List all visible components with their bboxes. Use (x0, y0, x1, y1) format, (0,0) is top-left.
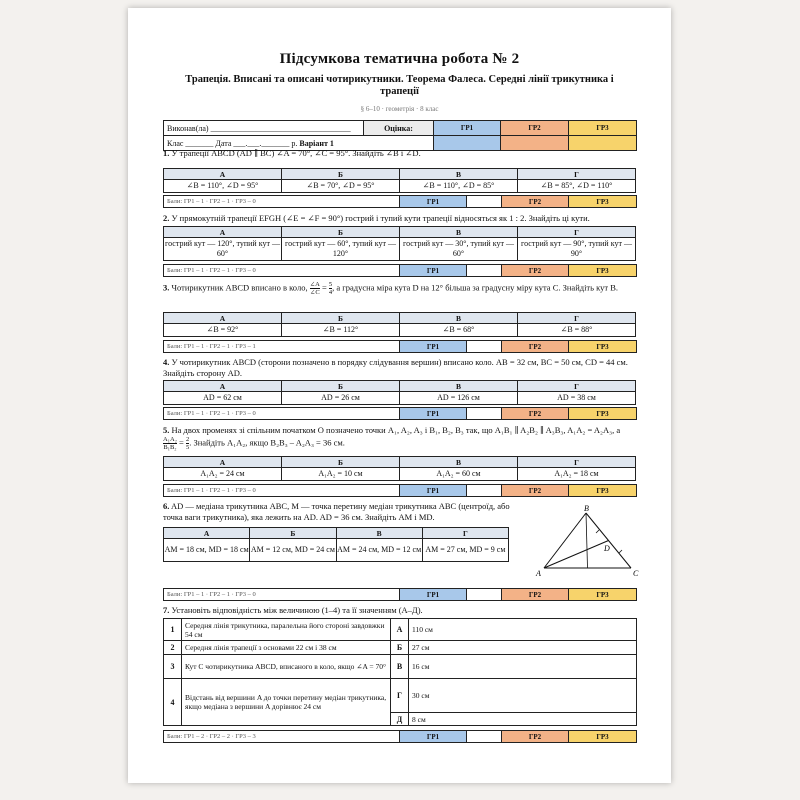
option-header: А (164, 381, 282, 392)
answer-option-c[interactable]: AM = 24 см, MD = 12 см (336, 539, 422, 562)
answer-option-d[interactable]: A₁A₂ = 18 см (518, 468, 636, 481)
question-body-cont: . Знайдіть A₁A₂, якщо B₂B₃ – A₂A₃ = 36 см. (189, 437, 345, 448)
median-ad (544, 541, 609, 569)
score-gr2[interactable]: ГР2 (502, 731, 569, 743)
question-1-score (163, 195, 637, 208)
worksheet-page (128, 8, 671, 783)
score-gr2[interactable]: ГР2 (502, 341, 569, 353)
answer-option-c[interactable]: A₁A₂ = 60 см (400, 468, 518, 481)
score-gr1[interactable]: ГР1 (400, 196, 467, 208)
executed-field[interactable]: Виконав(ла) ___________________________________ (164, 121, 364, 136)
vertex-label-c: C (633, 569, 639, 578)
option-header: Б (282, 313, 400, 324)
matching-table (163, 618, 637, 726)
score-gr1[interactable]: ГР1 (400, 485, 467, 497)
option-header: Б (282, 381, 400, 392)
answer-option-c[interactable]: ∠B = 68° (400, 324, 518, 337)
score-label: Бали: ГР1 – 2 · ГР2 – 2 · ГР3 – 3 (164, 731, 364, 743)
question-number: 7. (163, 605, 170, 615)
score-label: Бали: ГР1 – 1 · ГР2 – 1 · ГР3 – 0 (164, 265, 364, 277)
class-date-label: Клас _______ Дата ___.___._______ р. (167, 138, 298, 148)
answer-option-b[interactable]: AD = 26 см (282, 392, 400, 405)
score-label: Бали: ГР1 – 1 · ГР2 – 1 · ГР3 – 0 (164, 196, 364, 208)
answer-option-c[interactable]: ∠B = 110°, ∠D = 85° (400, 180, 518, 193)
tick-mark (619, 550, 622, 553)
answer-option-b[interactable]: AM = 12 см, MD = 24 см (250, 539, 336, 562)
score-gr2[interactable]: ГР2 (502, 485, 569, 497)
question-number: 6. (163, 501, 170, 511)
match-left-item: Відстань від вершини A до точки перетину медіан трикутника, якщо медіана з вершини A дорівнює 24 см (182, 679, 391, 726)
grade-gr3-header: ГР3 (569, 121, 637, 136)
score-label: Бали: ГР1 – 1 · ГР2 – 1 · ГР3 – 0 (164, 408, 364, 420)
question-body: У трапеції ABCD (AD ∥ BC) ∠A = 70°, ∠C = 95°. Знайдіть ∠B і ∠D. (171, 148, 421, 158)
question-4-score (163, 407, 637, 420)
match-left-item: Середня лінія трапеції з основами 22 см і 38 см (182, 641, 391, 655)
score-gr1[interactable]: ГР1 (400, 408, 467, 420)
answer-option-a[interactable]: AD = 62 см (164, 392, 282, 405)
match-left-num: 3 (164, 655, 182, 679)
score-gr3[interactable]: ГР3 (569, 731, 637, 743)
answer-option-b[interactable]: ∠B = 112° (282, 324, 400, 337)
match-left-item: Середня лінія трикутника, паралельна його стороні завдовжки 54 см (182, 619, 391, 641)
option-header: А (164, 169, 282, 180)
question-3-score (163, 340, 637, 353)
question-body: У прямокутній трапеції EFGH (∠E = ∠F = 90°) гострий і тупий кути трапеції відносяться як 1 : 2. Знайдіть ці кути. (171, 213, 590, 223)
page-meta: § 6–10 · геометрія · 8 клас (360, 105, 439, 113)
option-header: Б (282, 457, 400, 468)
grade-gr2-header: ГР2 (501, 121, 569, 136)
variant-label: Варіант 1 (299, 138, 334, 148)
score-gr2[interactable]: ГР2 (502, 196, 569, 208)
question-body: Чотирикутник ABCD вписано в коло, (171, 282, 308, 293)
match-right-value[interactable]: 30 см (409, 679, 637, 713)
answer-option-a[interactable]: ∠B = 110°, ∠D = 95° (164, 180, 282, 193)
score-gr2[interactable]: ГР2 (502, 265, 569, 277)
ratio-value-fraction: $\frac{5}{4}$ (328, 281, 333, 296)
match-left-num: 2 (164, 641, 182, 655)
question-1-answers (163, 168, 636, 193)
answer-option-c[interactable]: AD = 126 см (400, 392, 518, 405)
question-body: У чотирикутник ABCD (сторони позначено в порядку слідування вершин) вписано коло. AB = 32 см, BC = 50 см, CD = 44 см. Знайдіть сторону AD. (163, 357, 628, 378)
option-header: Г (518, 457, 636, 468)
match-right-letter: Г (391, 679, 409, 713)
question-6-score (163, 588, 637, 601)
question-5-answers (163, 456, 636, 481)
question-5-score (163, 484, 637, 497)
option-header: Г (422, 528, 508, 539)
grade-label: Оцінка: (364, 121, 434, 136)
question-body-cont: , а градусна міра кута D на 12° більша за градусну міру кута C. Знайдіть кут B. (332, 282, 619, 293)
option-header: Г (518, 169, 636, 180)
question-number: 5. (163, 425, 170, 435)
score-gr2[interactable]: ГР2 (502, 408, 569, 420)
option-header: В (400, 381, 518, 392)
question-number: 3. (163, 282, 170, 293)
match-right-value[interactable]: 27 см (409, 641, 637, 655)
score-gr3[interactable]: ГР3 (569, 341, 637, 353)
option-header: Б (282, 227, 400, 238)
question-1-text (163, 148, 636, 159)
option-header: В (336, 528, 422, 539)
question-body: На двох променях зі спільним початком O позначено точки A₁, A₂, A₃ і B₁, B₂, B₃ так, що A₁B₁ ∥ A₂B₂ ∥ A₃B₃, A₁A₂ = A₂A₃, а (171, 425, 621, 435)
median-from-b (586, 513, 588, 568)
answer-option-b[interactable]: A₁A₂ = 10 см (282, 468, 400, 481)
answer-option-d[interactable]: AD = 38 см (518, 392, 636, 405)
score-gr1[interactable]: ГР1 (400, 265, 467, 277)
score-gr3[interactable]: ГР3 (569, 485, 637, 497)
angle-ratio-fraction: $\frac{\angle A}{\angle C}$ (309, 281, 320, 296)
answer-option-a[interactable]: AM = 18 см, MD = 18 см (164, 539, 250, 562)
match-right-value[interactable]: 8 см (409, 713, 637, 726)
ratio-value-fraction: $\frac{2}{5}$ (185, 436, 190, 451)
option-header: Б (282, 169, 400, 180)
page-title: Підсумкова тематична робота № 2 (279, 51, 520, 67)
answer-option-b[interactable]: гострий кут — 60°, тупий кут — 120° (282, 238, 400, 261)
match-right-letter: В (391, 655, 409, 679)
student-info-table (163, 120, 637, 151)
option-header: Г (518, 381, 636, 392)
score-gr3[interactable]: ГР3 (569, 408, 637, 420)
answer-option-d[interactable]: ∠B = 88° (518, 324, 636, 337)
triangle-median-diagram (526, 502, 651, 582)
score-gr2[interactable]: ГР2 (502, 589, 569, 601)
score-gr3[interactable]: ГР3 (569, 589, 637, 601)
question-number: 2. (163, 213, 170, 223)
question-2-text (163, 213, 636, 224)
question-6-answers (163, 527, 509, 562)
grade-gr1-header: ГР1 (434, 121, 501, 136)
match-left-item: Кут C чотирикутника ABCD, вписаного в коло, якщо ∠A = 70° (182, 655, 391, 679)
vertex-label-d: D (604, 544, 610, 553)
option-header: А (164, 528, 250, 539)
score-gr1[interactable]: ГР1 (400, 589, 467, 601)
score-gr1[interactable]: ГР1 (400, 341, 467, 353)
question-4-answers (163, 380, 636, 405)
question-7-score (163, 730, 637, 743)
tick-mark (596, 530, 599, 533)
answer-option-d[interactable]: гострий кут — 90°, тупий кут — 90° (518, 238, 636, 261)
question-4-text (163, 357, 636, 379)
match-right-letter: А (391, 619, 409, 641)
option-header: Б (250, 528, 336, 539)
score-gr1[interactable]: ГР1 (400, 731, 467, 743)
segment-ratio-fraction: $\frac{\text{A₁A₂}}{\text{B₁B₂}}$ (163, 436, 177, 451)
match-right-letter: Д (391, 713, 409, 726)
option-header: В (400, 313, 518, 324)
option-header: А (164, 313, 282, 324)
option-header: В (400, 227, 518, 238)
question-5-text: 5. На двох променях зі спільним початком O позначено точки A₁, A₂, A₃ і B₁, B₂, B₃ так, що A₁B₁ ∥ A₂B₂ ∥ A₃B₃, A₁A₂ = A₂A₃, а $\frac{\text{A₁A₂}}{\text{B₁B₂}}$ = $\frac{2}{5}$ . Знайдіть A₁A₂, якщо B₂B₃ – A₂A₃ = 36 см. (163, 425, 621, 451)
option-header: Г (518, 227, 636, 238)
question-6-text (163, 501, 523, 523)
question-2-answers (163, 226, 636, 261)
match-left-num: 4 (164, 679, 182, 726)
question-2-score (163, 264, 637, 277)
question-3-answers (163, 312, 636, 337)
option-header: В (400, 169, 518, 180)
answer-option-a[interactable]: A₁A₂ = 24 см (164, 468, 282, 481)
match-right-value[interactable]: 16 см (409, 655, 637, 679)
vertex-label-b: B (584, 504, 589, 513)
page-subtitle: Трапеція. Вписані та описані чотирикутники. Теорема Фалеса. Середні лінії трикутника і трапеції (185, 74, 614, 97)
answer-option-d[interactable]: AM = 27 см, MD = 9 см (422, 539, 508, 562)
option-header: А (164, 457, 282, 468)
question-7-text (163, 605, 636, 616)
answer-option-a[interactable]: гострий кут — 120°, тупий кут — 60° (164, 238, 282, 261)
vertex-label-a: A (536, 569, 541, 578)
question-body: Установіть відповідність між величиною (1–4) та її значенням (А–Д). (171, 605, 423, 615)
option-header: В (400, 457, 518, 468)
score-label: Бали: ГР1 – 1 · ГР2 – 1 · ГР3 – 1 (164, 341, 364, 353)
question-number: 4. (163, 357, 170, 367)
match-right-letter: Б (391, 641, 409, 655)
score-label: Бали: ГР1 – 1 · ГР2 – 1 · ГР3 – 0 (164, 485, 364, 497)
score-gr3[interactable]: ГР3 (569, 265, 637, 277)
score-label: Бали: ГР1 – 1 · ГР2 – 1 · ГР3 – 0 (164, 589, 364, 601)
option-header: Г (518, 313, 636, 324)
side-ab (544, 513, 586, 568)
question-3-text: 3. Чотирикутник ABCD вписано в коло, $\frac{\angle A}{\angle C}$ = $\frac{5}{4}$ , а градусна міра кута D на 12° більша за градусну міру кута C. Знайдіть кут B. (163, 281, 619, 296)
answer-option-d[interactable]: ∠B = 85°, ∠D = 110° (518, 180, 636, 193)
answer-option-a[interactable]: ∠B = 92° (164, 324, 282, 337)
option-header: А (164, 227, 282, 238)
answer-option-c[interactable]: гострий кут — 30°, тупий кут — 60° (400, 238, 518, 261)
question-number: 1. (163, 148, 170, 158)
score-gr3[interactable]: ГР3 (569, 196, 637, 208)
question-body: AD — медіана трикутника ABC, M — точка перетину медіан трикутника ABC (центроїд, або точка ваги трикутника), яка лежить на AD. AD = 36 см. Знайдіть AM і MD. (163, 501, 510, 522)
match-right-value[interactable]: 110 см (409, 619, 637, 641)
match-left-num: 1 (164, 619, 182, 641)
answer-option-b[interactable]: ∠B = 70°, ∠D = 95° (282, 180, 400, 193)
